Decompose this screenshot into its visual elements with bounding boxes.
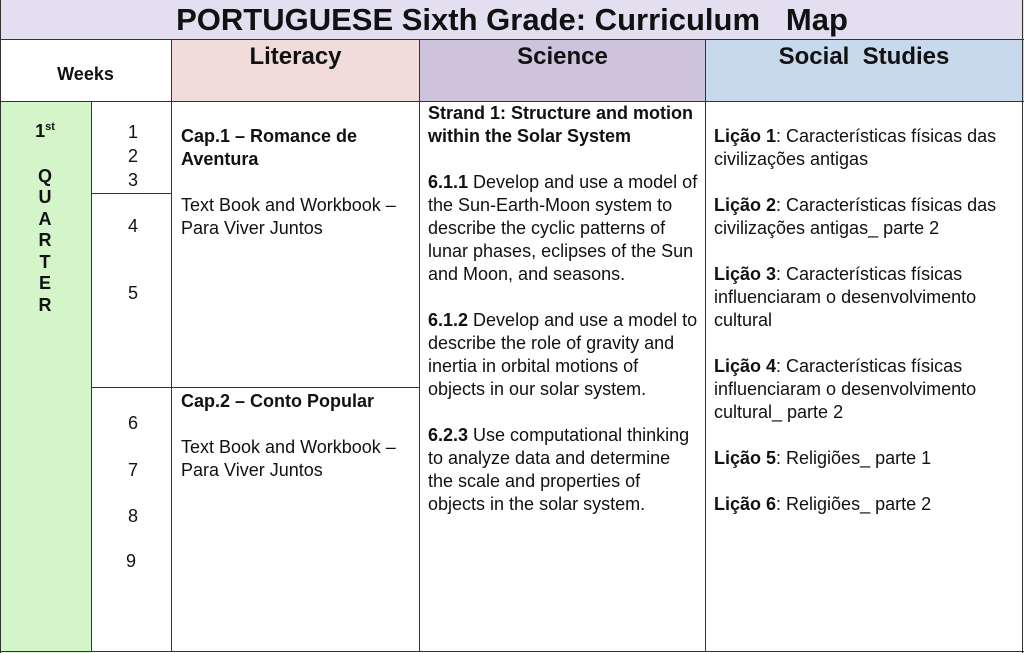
quarter-letter: T bbox=[39, 251, 51, 272]
lesson-item: Lição 3: Características físicas influenciaram o desenvolvimento cultural bbox=[714, 264, 977, 330]
quarter-letter: R bbox=[38, 230, 52, 250]
quarter-ordinal: 1st bbox=[35, 121, 55, 141]
quarter-letter: A bbox=[38, 208, 52, 229]
chapter-text: Text Book and Workbook – Para Viver Juntos bbox=[181, 195, 396, 238]
grid-line bbox=[1022, 0, 1023, 653]
grid-line bbox=[705, 39, 706, 652]
grid-line bbox=[171, 39, 172, 652]
science-strand: Strand 1: Structure and motion within the Solar System bbox=[428, 103, 694, 146]
quarter-label bbox=[25, 121, 65, 316]
science-standard: 6.2.3 Use computational thinking to analyze data and determine the scale and properties of objects in the solar system. bbox=[428, 425, 690, 514]
chapter-title: Cap.2 – Conto Popular bbox=[181, 391, 375, 411]
week-number: 7 bbox=[127, 460, 138, 480]
literacy-chapter-1 bbox=[181, 125, 413, 240]
week-number: 1 bbox=[127, 122, 138, 142]
week-number: 6 bbox=[127, 413, 138, 433]
quarter-letter: E bbox=[38, 273, 51, 293]
grid-line bbox=[0, 39, 1024, 40]
quarter-letter: U bbox=[38, 187, 52, 207]
science-standard: 6.1.2 Develop and use a model to describe the role of gravity and inertia in orbital motions of objects in our solar system. bbox=[428, 310, 698, 399]
science-header: Science bbox=[517, 43, 608, 70]
grid-line bbox=[91, 193, 171, 194]
week-number: 8 bbox=[127, 506, 138, 526]
lesson-item: Lição 6: Religiões_ parte 2 bbox=[714, 494, 932, 514]
grid-line bbox=[91, 101, 92, 652]
grid-line bbox=[91, 387, 419, 388]
quarter-letter: Q bbox=[37, 165, 52, 186]
lesson-item: Lição 5: Religiões_ parte 1 bbox=[714, 448, 932, 468]
grid-line bbox=[0, 0, 1, 653]
grid-line bbox=[0, 651, 1024, 652]
week-number: 4 bbox=[127, 216, 138, 236]
week-number: 9 bbox=[125, 551, 136, 571]
lesson-item: Lição 4: Características físicas influenciaram o desenvolvimento cultural_ parte 2 bbox=[714, 356, 977, 422]
quarter-letter: R bbox=[38, 294, 52, 315]
science-standard: 6.1.1 Develop and use a model of the Sun-Earth-Moon system to describe the cyclic patterns of lunar phases, eclipses of the Sun and Moon, and seasons. bbox=[428, 172, 698, 284]
literacy-header: Literacy bbox=[249, 43, 342, 70]
week-number: 2 bbox=[127, 146, 138, 166]
week-number: 5 bbox=[127, 283, 138, 303]
grid-line bbox=[419, 39, 420, 652]
social-studies-content bbox=[714, 125, 1018, 516]
science-content bbox=[428, 102, 700, 516]
page-title: PORTUGUESE Sixth Grade: Curriculum Map bbox=[0, 0, 1024, 39]
chapter-title: Cap.1 – Romance de Aventura bbox=[181, 126, 358, 169]
literacy-chapter-2 bbox=[181, 390, 413, 482]
lesson-item: Lição 2: Características físicas das civilizações antigas_ parte 2 bbox=[714, 195, 997, 238]
weeks-header: Weeks bbox=[57, 64, 114, 84]
week-number: 3 bbox=[127, 170, 138, 190]
lesson-item: Lição 1: Características físicas das civilizações antigas bbox=[714, 126, 997, 169]
social-studies-header: Social Studies bbox=[778, 43, 950, 70]
chapter-text: Text Book and Workbook – Para Viver Juntos bbox=[181, 437, 396, 480]
